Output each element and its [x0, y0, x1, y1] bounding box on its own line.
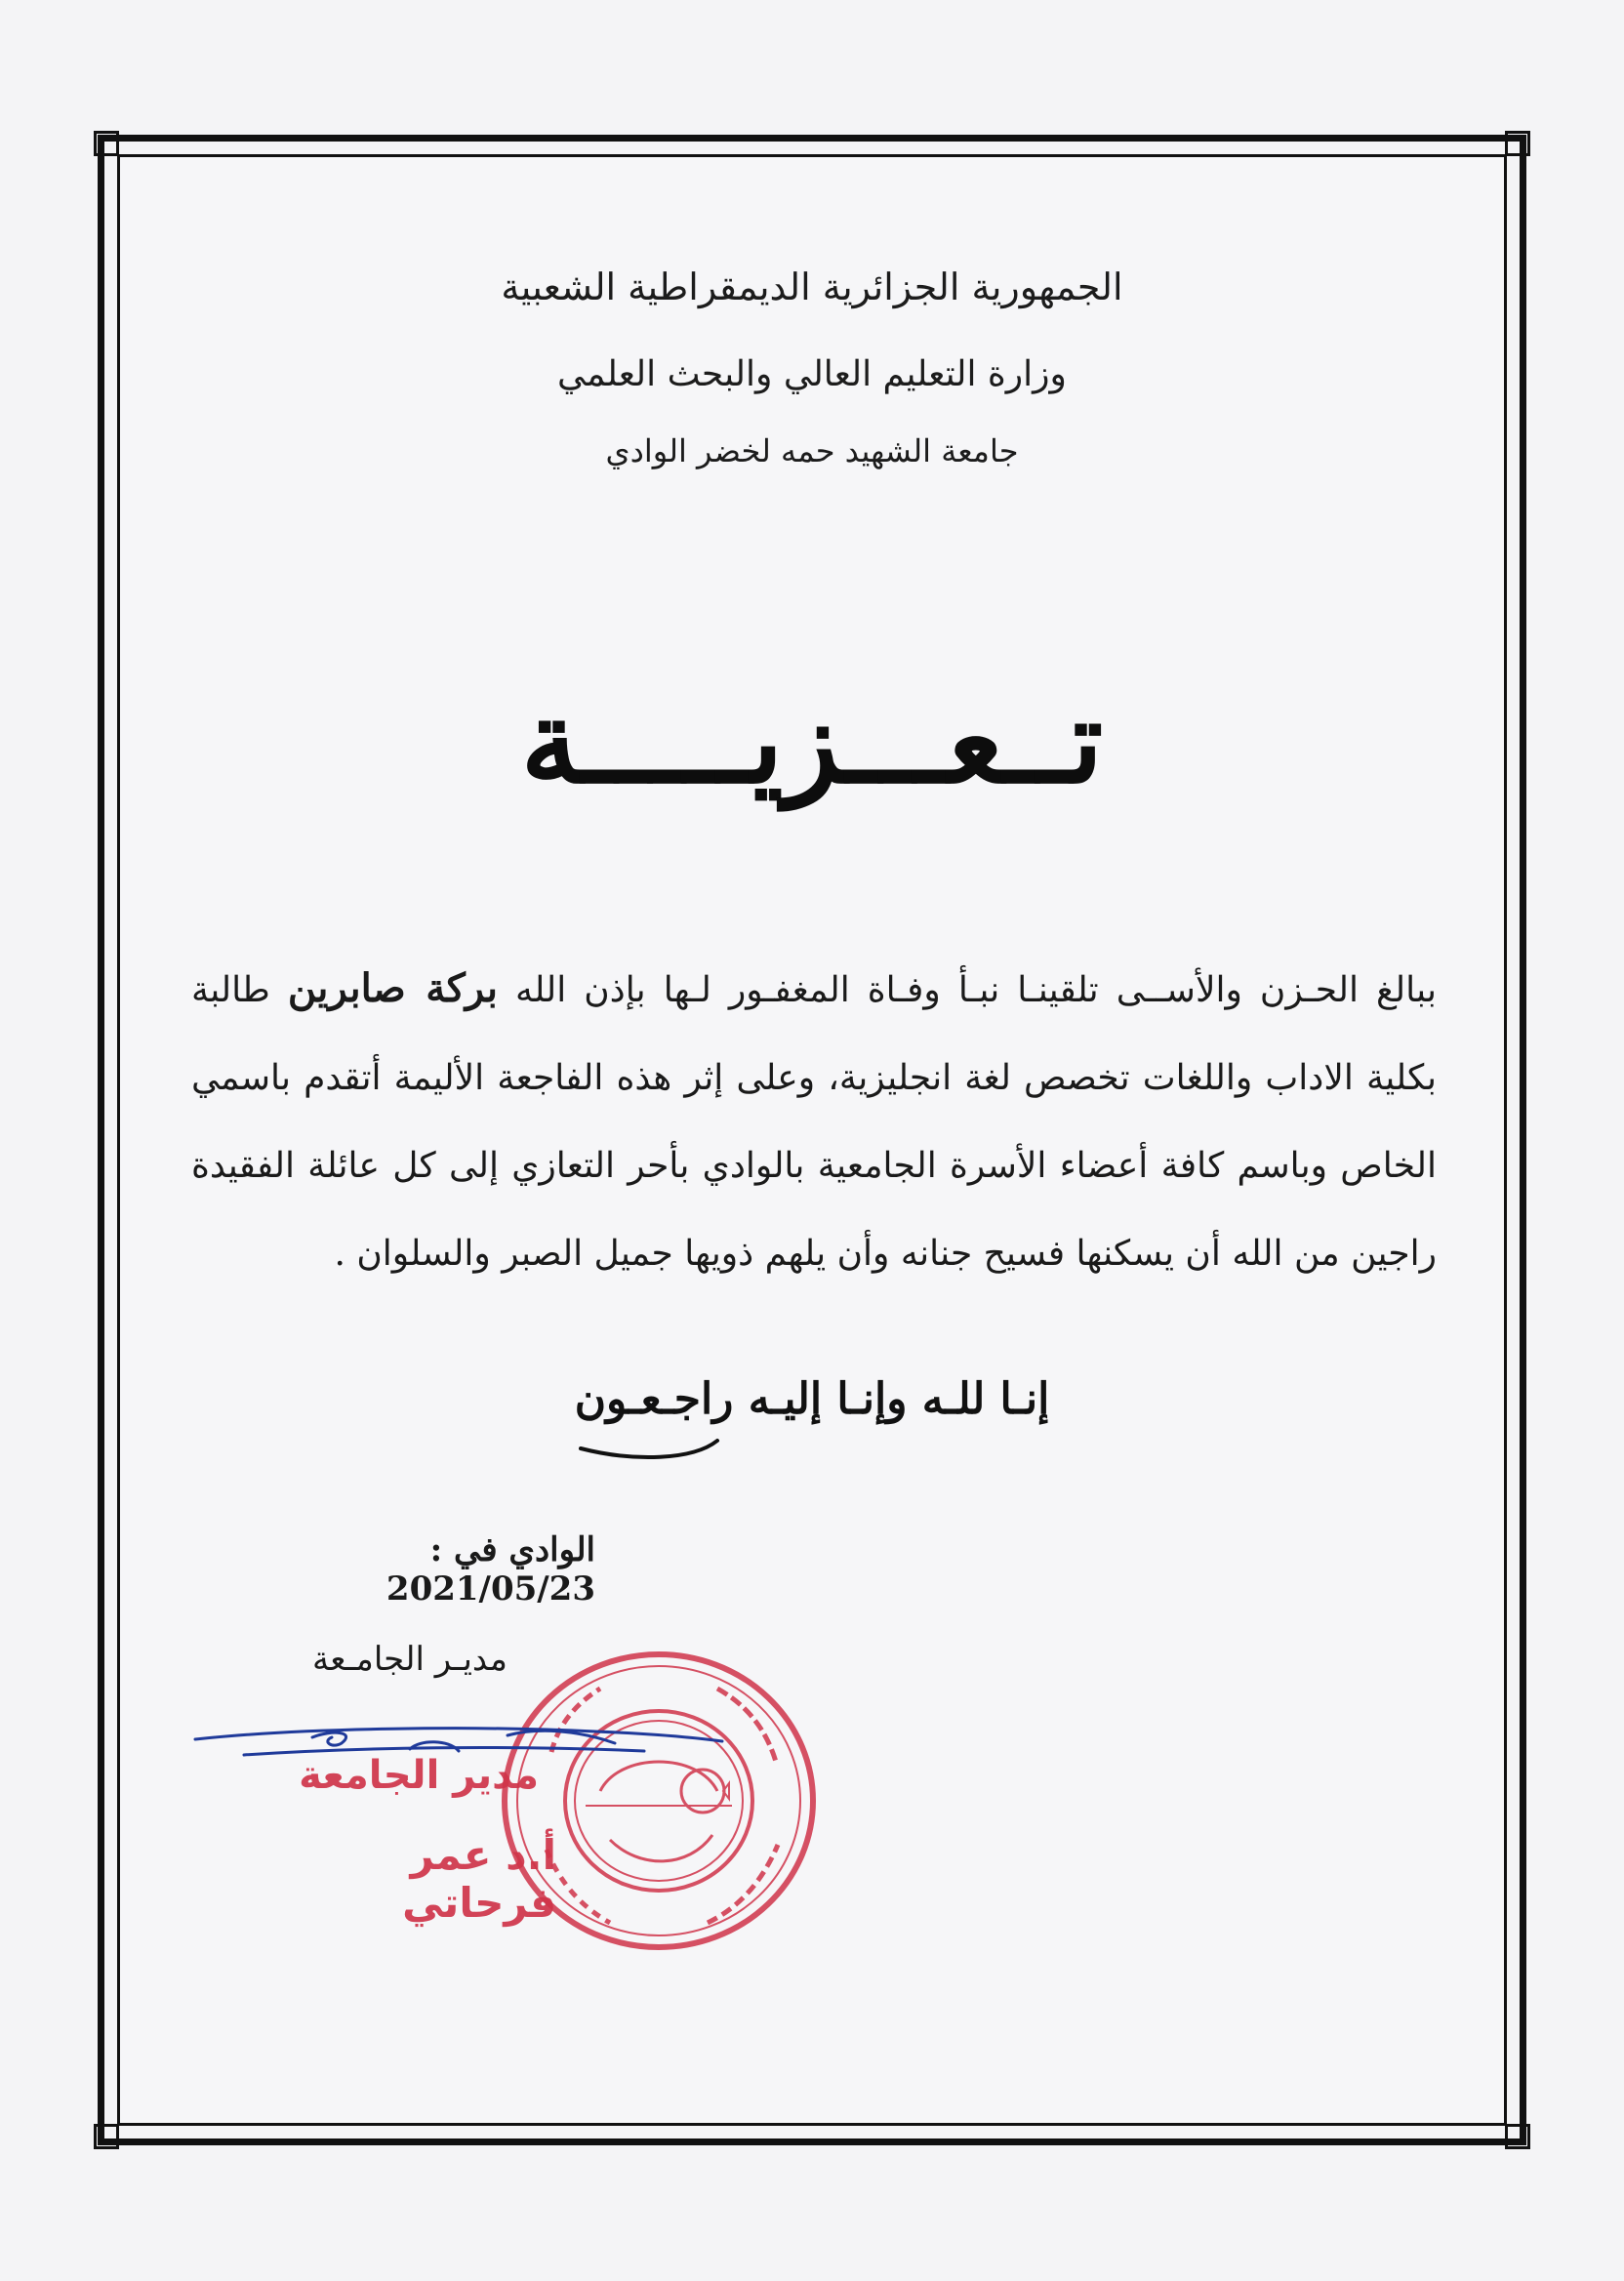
- frame-corner-bottom-right: [1505, 2124, 1530, 2149]
- frame-corner-top-left: [94, 131, 119, 156]
- director-title: مديـر الجامـعة: [312, 1640, 508, 1679]
- place-and-date: الوادي في : 2021/05/23: [386, 1530, 595, 1609]
- body-text-part2: طالبة بكلية الاداب واللغات تخصص لغة انجليزية، وعلى إثر هذه الفاجعة الأليمة أتقدم باسمي الخاص وباسم كافة أعضاء الأسرة الجامعية بالوادي بأحر التعازي إلى كل عائلة الفقيدة راجين من الله أن يسكنها فسيح جنانه وأن يلهم ذويها جميل الصبر والسلوان .: [191, 970, 1437, 1274]
- header-ministry: وزارة التعليم العالي والبحث العلمي: [557, 354, 1067, 394]
- handwritten-signature: [185, 1718, 732, 1796]
- document-title: تــعـــزيـــــة: [520, 673, 1104, 809]
- condolence-body: [191, 945, 1437, 1298]
- header-republic: الجمهورية الجزائرية الديمقراطية الشعبية: [501, 265, 1123, 308]
- deceased-name: بركة صابرين: [287, 965, 498, 1011]
- verse-swash-decoration: [576, 1435, 722, 1464]
- stamp-director-name: أ.د عمر فرحاتي: [402, 1831, 556, 1927]
- frame-corner-top-right: [1505, 131, 1530, 156]
- body-text-part1: ببالغ الحـزن والأســى تلقينـا نبـأ وفـاة المغفـور لـها بإذن الله: [497, 970, 1437, 1010]
- stamp-director-title: مدير الجامعة: [299, 1753, 539, 1798]
- header-university: جامعة الشهيد حمه لخضر الوادي: [605, 432, 1019, 469]
- frame-corner-bottom-left: [94, 2124, 119, 2149]
- quran-verse: إنـا للـه وإنـا إليـه راجـعـون: [574, 1374, 1050, 1424]
